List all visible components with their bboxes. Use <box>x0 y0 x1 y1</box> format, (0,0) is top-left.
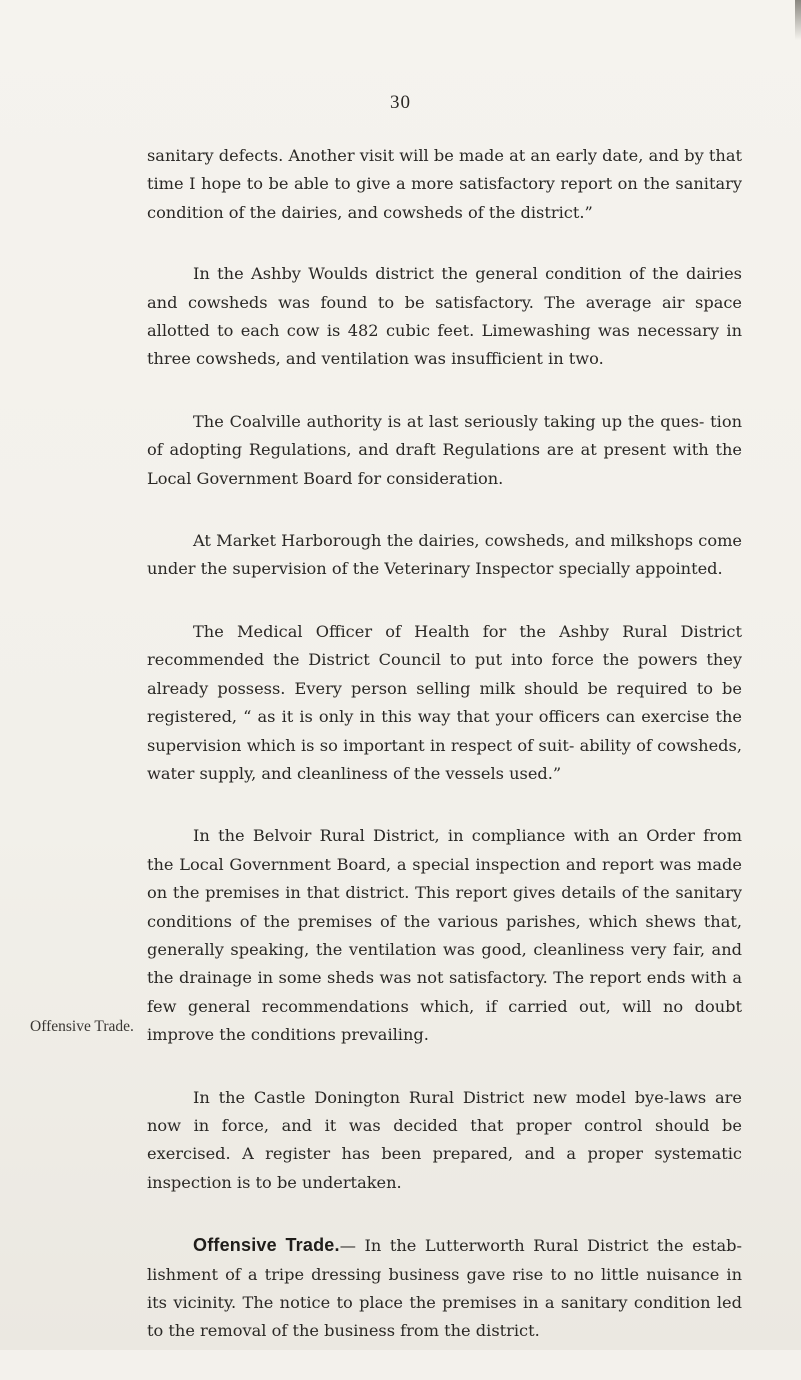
page-number: 30 <box>390 92 411 113</box>
margin-note: Offensive Trade. <box>30 1018 134 1035</box>
paragraph-castle-donington: In the Castle Donington Rural District new model bye-laws are now in force, and it was decided that proper control should be exercised. A register has been prepared, and a proper systematic inspection is to be undertaken. <box>147 1087 742 1192</box>
paragraph-belvoir: In the Belvoir Rural District, in compliance with an Order from the Local Government Board, a special inspection and report was made on the premises in that district. This report gives details of the sanitary conditions of the premises of the various parishes, which shews that, generally speaking, the ventilation was good, cleanliness very fair, and the drainage in some sheds was not satisfactory. The report ends with a few general recommendations which, if carried out, will no doubt improve the conditions prevailing. <box>147 826 742 1045</box>
paragraph-continuation: sanitary defects. Another visit will be made at an early date, and by that time I hope to be able to give a more satisfactory report on the sanitary condition of the dairies, and cowsheds of the district.” <box>147 146 742 222</box>
body-text <box>147 142 742 1380</box>
paragraph-market-harborough: At Market Harborough the dairies, cowsheds, and milkshops come under the supervision of the Veterinary Inspector specially appointed. <box>147 531 742 579</box>
paragraph-ashby-woulds: In the Ashby Woulds district the general condition of the dairies and cowsheds was found to be satisfactory. The average air space allotted to each cow is 482 cubic feet. Limewashing was necessary in three cowsheds, and ventilation was insufficient in two. <box>147 264 742 369</box>
section-heading-offensive-trade: Offensive Trade. <box>193 1235 340 1256</box>
page-edge-shadow <box>795 0 801 40</box>
paragraph-coalville: The Coalville authority is at last seriously taking up the ques- tion of adopting Regulations, and draft Regulations are at present with the Local Government Board for consideration. <box>147 411 742 488</box>
paragraph-offensive-trade <box>147 1231 742 1346</box>
offensive-trade-text: — In the Lutterworth Rural District the estab- lishment of a tripe dressing business gave rise to no little nuisance in its vicinity. The notice to place the premises in a sanitary condition led to the removal of the business from the district. <box>147 1236 742 1341</box>
paragraph-ashby-rural: The Medical Officer of Health for the Ashby Rural District recommended the District Council to put into force the powers they already possess. Every person selling milk should be required to be registered, “ as it is only in this way that your officers can exercise the supervision which is so important in respect of suit- ability of cowsheds, water supply, and cleanliness of the vessels used.” <box>147 621 742 783</box>
